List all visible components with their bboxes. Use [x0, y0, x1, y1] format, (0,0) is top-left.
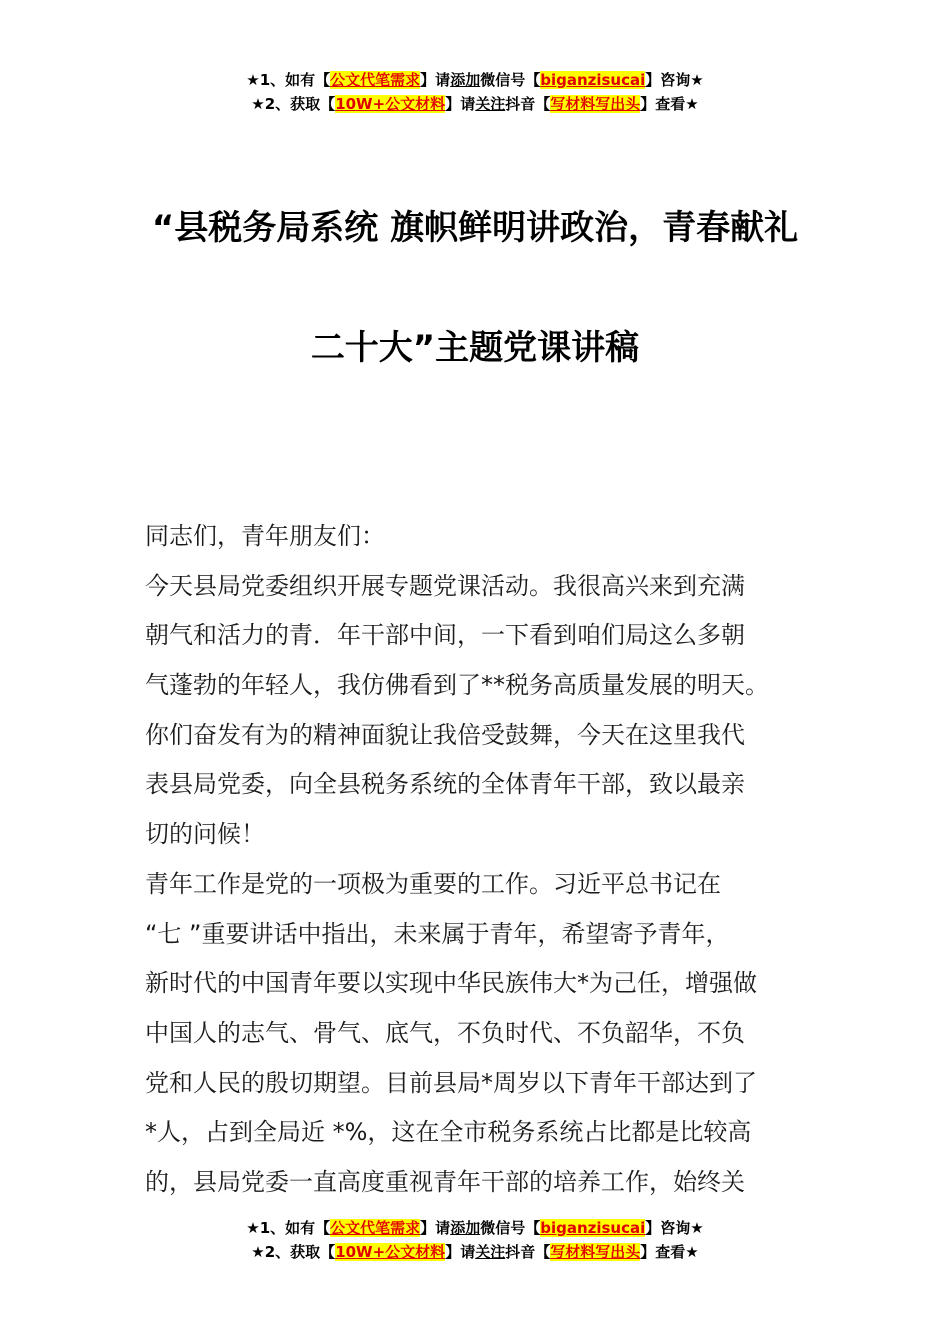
banner-text: 】请 [445, 95, 476, 113]
banner-text: 关注 [475, 95, 506, 113]
banner-highlight: 写材料写出头 [550, 1243, 641, 1261]
banner-text: ★2、获取【 [251, 95, 336, 113]
banner-text: 抖音【 [505, 95, 551, 113]
banner-text: ★2、获取【 [251, 1243, 336, 1261]
banner-text: 微信号【 [480, 71, 541, 89]
banner-line-1 [0, 68, 950, 92]
body-line: 气蓬勃的年轻人，我仿佛看到了**税务高质量发展的明天。 [145, 671, 769, 700]
banner-line-2 [0, 1240, 950, 1264]
banner-text: 】咨询★ [645, 71, 704, 89]
body-line: 朝气和活力的青．年干部中间，一下看到咱们局这么多朝 [145, 621, 745, 650]
banner-text: 抖音【 [505, 1243, 551, 1261]
body-line: 党和人民的殷切期望。目前县局*周岁以下青年干部达到了 [145, 1068, 757, 1097]
document-title-line-1: “县税务局系统 旗帜鲜明讲政治，青春献礼 [151, 208, 799, 248]
banner-highlight: 公文代笔需求 [330, 1219, 421, 1237]
body-line: 青年工作是党的一项极为重要的工作。习近平总书记在 [145, 869, 721, 898]
banner-highlight: 公文代笔需求 [330, 71, 421, 89]
banner-highlight: 写材料写出头 [550, 95, 641, 113]
body-line: 同志们，青年朋友们： [145, 522, 385, 550]
banner-text: 】请 [420, 1219, 451, 1237]
body-line: *人，占到全局近 *%，这在全市税务系统占比都是比较高 [145, 1118, 752, 1147]
body-line: 表县局党委，向全县税务系统的全体青年干部，致以最亲 [145, 770, 745, 799]
banner-text: ★1、如有【 [246, 71, 331, 89]
header-banner [0, 68, 950, 116]
banner-highlight: biganzisucai [540, 1219, 646, 1237]
banner-text: 】请 [445, 1243, 476, 1261]
document-body [145, 512, 825, 1208]
banner-text: 】咨询★ [645, 1219, 704, 1237]
body-line: 今天县局党委组织开展专题党课活动。我很高兴来到充满 [145, 571, 745, 600]
body-line: 你们奋发有为的精神面貌让我倍受鼓舞，今天在这里我代 [145, 720, 745, 749]
banner-text: 】查看★ [640, 1243, 699, 1261]
banner-line-1 [0, 1216, 950, 1240]
document-title-line-2: 二十大”主题党课讲稿 [310, 328, 640, 368]
banner-highlight: 10W+公文材料 [335, 1243, 446, 1261]
banner-text: 】查看★ [640, 95, 699, 113]
banner-text: 】请 [420, 71, 451, 89]
footer-banner [0, 1216, 950, 1264]
banner-text: 关注 [475, 1243, 506, 1261]
banner-text: 添加 [450, 71, 481, 89]
banner-highlight: 10W+公文材料 [335, 95, 446, 113]
body-line: 中国人的志气、骨气、底气，不负时代、不负韶华，不负 [145, 1018, 745, 1047]
banner-text: ★1、如有【 [246, 1219, 331, 1237]
banner-highlight: biganzisucai [540, 71, 646, 89]
banner-text: 微信号【 [480, 1219, 541, 1237]
body-line: “七 ”重要讲话中指出，未来属于青年，希望寄予青年， [145, 919, 730, 948]
banner-line-2 [0, 92, 950, 116]
body-line: 的，县局党委一直高度重视青年干部的培养工作，始终关 [145, 1167, 745, 1196]
body-line: 切的问候！ [145, 820, 265, 849]
banner-text: 添加 [450, 1219, 481, 1237]
body-line: 新时代的中国青年要以实现中华民族伟大*为己任，增强做 [145, 969, 757, 998]
